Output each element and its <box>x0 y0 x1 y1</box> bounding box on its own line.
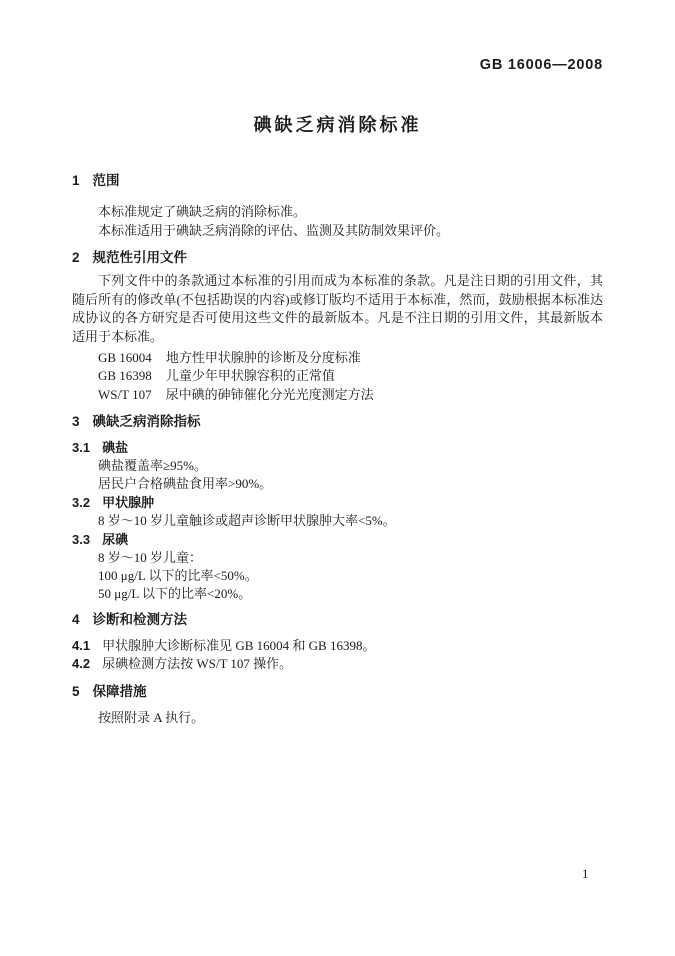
section-title: 范围 <box>92 173 120 188</box>
section-number: 4 <box>72 611 80 627</box>
section-number: 5 <box>72 683 80 699</box>
subsection-3-3-heading <box>72 531 603 549</box>
subsection-number: 3.2 <box>72 494 91 510</box>
indicator-item: 居民户合格碘盐食用率>90%。 <box>98 475 273 491</box>
subsection-title: 尿碘 <box>102 531 129 547</box>
indicator-item: 50 μg/L 以下的比率<20%。 <box>98 585 252 601</box>
clause-number: 4.2 <box>72 656 91 671</box>
clause-text: 尿碘检测方法按 WS/T 107 操作。 <box>102 656 293 671</box>
subsection-number: 3.1 <box>72 439 91 455</box>
document-body <box>72 172 603 727</box>
paragraph: 本标准规定了碘缺乏病的消除标准。 <box>98 204 307 219</box>
section-2-heading <box>72 249 603 268</box>
clause-4-2 <box>72 655 603 674</box>
section-number: 2 <box>72 250 80 265</box>
paragraph: 按照附录 A 执行。 <box>98 709 205 725</box>
indicator-item: 8 岁～10 岁儿童触诊或超声诊断甲状腺肿大率<5%。 <box>98 512 396 528</box>
section-1-body <box>72 203 603 240</box>
reference-item <box>72 386 603 405</box>
subsection-number: 3.3 <box>72 531 91 547</box>
reference-code: GB 16004 <box>98 349 152 365</box>
indicator-item: 碘盐覆盖率≥95%。 <box>98 457 207 473</box>
section-title: 诊断和检测方法 <box>92 611 188 627</box>
indicator-item: 8 岁～10 岁儿童： <box>98 549 203 565</box>
reference-code: GB 16398 <box>98 368 152 383</box>
reference-title: 尿中碘的砷铈催化分光光度测定方法 <box>165 386 374 402</box>
section-4-heading <box>72 611 603 630</box>
section-number: 3 <box>72 413 80 429</box>
section-title: 保障措施 <box>92 683 147 699</box>
subsection-3-2-heading <box>72 494 603 512</box>
section-3-heading <box>72 413 603 432</box>
subsection-3-1-heading <box>72 439 603 457</box>
section-number: 1 <box>72 173 80 188</box>
indicator-item: 100 μg/L 以下的比率<50%。 <box>98 567 258 583</box>
page-number: 1 <box>582 866 589 881</box>
reference-title: 地方性甲状腺肿的诊断及分度标准 <box>165 349 361 365</box>
reference-item <box>72 367 603 386</box>
section-5-heading <box>72 683 603 702</box>
section-1-heading <box>72 172 603 191</box>
section-title: 规范性引用文件 <box>92 250 188 265</box>
reference-code: WS/T 107 <box>98 386 152 402</box>
subsection-title: 碘盐 <box>102 439 129 455</box>
clause-text: 甲状腺肿大诊断标准见 GB 16004 和 GB 16398。 <box>102 637 376 653</box>
clause-number: 4.1 <box>72 637 91 653</box>
clause-4-1 <box>72 637 603 656</box>
document-title: 碘缺乏病消除标准 <box>253 115 422 135</box>
paragraph: 本标准适用于碘缺乏病消除的评估、监测及其防制效果评价。 <box>98 222 450 238</box>
subsection-title: 甲状腺肿 <box>102 494 155 510</box>
reference-title: 儿童少年甲状腺容积的正常值 <box>165 368 335 383</box>
reference-item <box>72 349 603 368</box>
paragraph: 下列文件中的条款通过本标准的引用而成为本标准的条款。凡是注日期的引用文件，其随后所有的修改单(不包括勘误的内容)或修订版均不适用于本标准，然而，鼓励根据本标准达成协议的各方研究是否可使用这些文件的最新版本。凡是不注日期的引用文件，其最新版本适用于本标准。 <box>72 273 603 344</box>
section-title: 碘缺乏病消除指标 <box>92 413 201 429</box>
doc-number: GB 16006—2008 <box>479 57 603 73</box>
reference-list <box>72 349 603 405</box>
